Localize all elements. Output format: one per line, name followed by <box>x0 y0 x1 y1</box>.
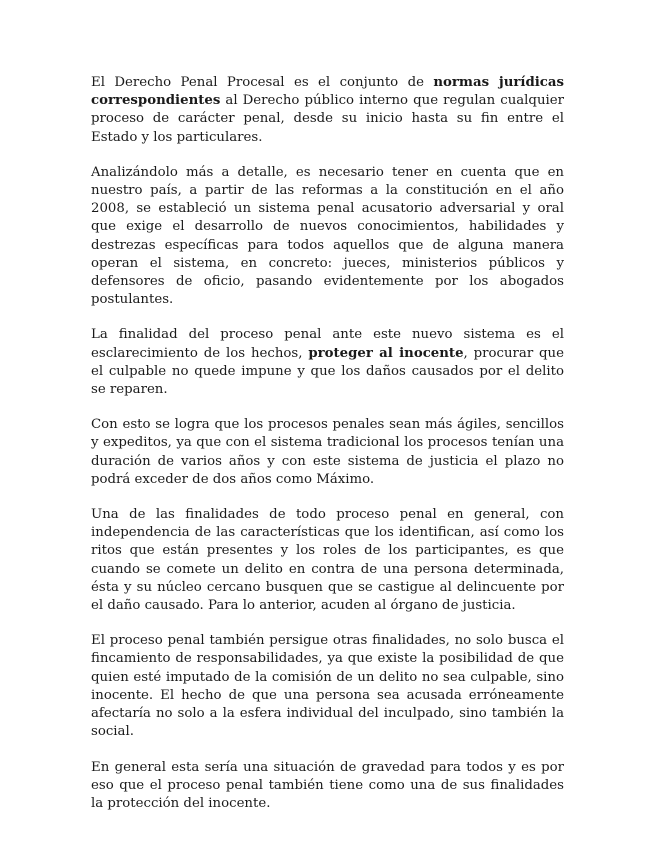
paragraph-3-text-end: , procurar que el culpable no quede impune y que los daños causados por el delito se reparen. <box>91 345 564 398</box>
paragraph-1 <box>91 74 564 147</box>
paragraph-3 <box>91 326 564 399</box>
paragraph-1-text-start: El Derecho Penal Procesal es el conjunto de <box>91 75 434 90</box>
paragraph-1-text-end: al Derecho público interno que regulan cualquier proceso de carácter penal, desde su inicio hasta su fin entre el Estado y los particulares. <box>91 93 564 145</box>
paragraph-1-bold-phrase: normas jurídicas correspondientes <box>91 75 564 109</box>
paragraph-5: Una de las finalidades de todo proceso penal en general, con independencia de las características que los identifican, así como los ritos que están presentes y los roles de los participantes, es que cuando se comete un delito en contra de una persona determinada, ésta y su núcleo cercano busquen que se castigue al delincuente por el daño causado. Para lo anterior, acuden al órgano de justicia. <box>91 507 564 614</box>
paragraph-3-text-start: La finalidad del proceso penal ante este nuevo sistema es el esclarecimiento de los hechos, <box>91 327 564 361</box>
paragraph-4: Con esto se logra que los procesos penales sean más ágiles, sencillos y expeditos, ya que con el sistema tradicional los procesos tenían una duración de varios años y con este sistema de justicia el plazo no podrá exceder de dos años como Máximo. <box>91 417 564 487</box>
paragraph-6: El proceso penal también persigue otras finalidades, no solo busca el fincamiento de responsabilidades, ya que existe la posibilidad de que quien esté imputado de la comisión de un delito no sea culpable, sino inocente. El hecho de que una persona sea acusada erróneamente afectaría no solo a la esfera individual del inculpado, sino también la social. <box>91 633 564 740</box>
paragraph-3-bold-phrase: proteger al inocente <box>308 345 464 361</box>
paragraph-7: En general esta sería una situación de gravedad para todos y es por eso que el proceso penal también tiene como una de sus finalidades la protección del inocente. <box>91 759 564 811</box>
document-page <box>91 74 564 830</box>
paragraph-2: Analizándolo más a detalle, es necesario tener en cuenta que en nuestro país, a partir de las reformas a la constitución en el año 2008, se estableció un sistema penal acusatorio adversarial y oral que exige el desarrollo de nuevos conocimientos, habilidades y destrezas específicas para todos aquellos que de alguna manera operan el sistema, en concreto: jueces, ministerios públicos y defensores de oficio, pasando evidentemente por los abogados postulantes. <box>91 164 564 308</box>
